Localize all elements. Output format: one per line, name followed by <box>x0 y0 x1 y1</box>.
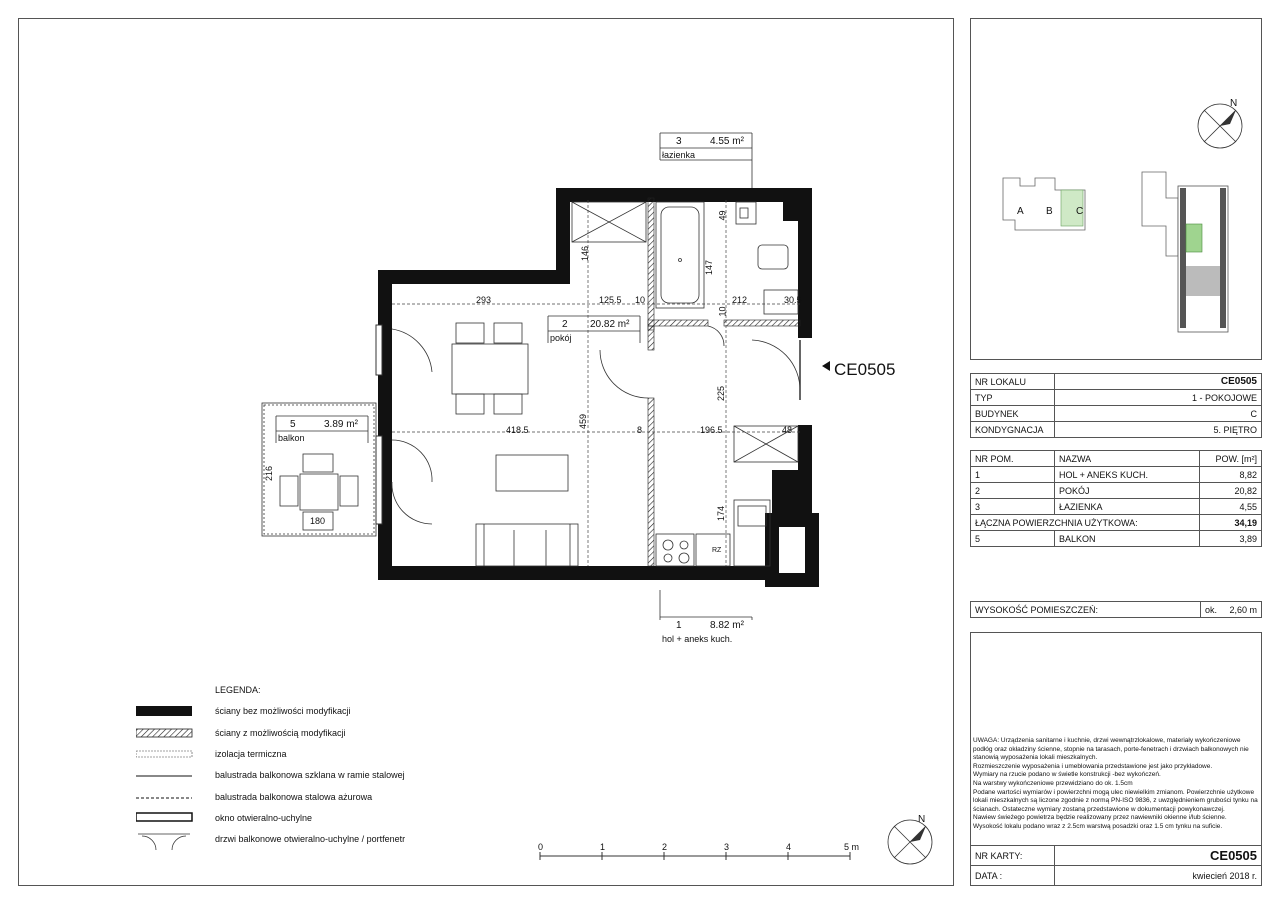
site-plan <box>995 168 1095 238</box>
legend-symbols <box>136 702 196 862</box>
scale-tick: 0 <box>538 842 544 852</box>
date-value: kwiecień 2018 r. <box>1055 866 1262 886</box>
room-name: POKÓJ <box>1055 483 1200 499</box>
room-3-no: 3 <box>676 136 682 147</box>
card-value: CE0505 <box>1055 846 1262 866</box>
info-label: TYP <box>971 390 1055 406</box>
dim-label: 459 <box>578 413 589 430</box>
dim-label: 212 <box>732 295 748 305</box>
site-building-b: B <box>1046 206 1053 217</box>
room-5-no: 5 <box>290 419 296 430</box>
room-name: ŁAZIENKA <box>1055 499 1200 515</box>
north-arrow-bottom <box>880 812 940 872</box>
scale-tick: 5 m <box>844 842 860 852</box>
doors <box>392 326 800 524</box>
height-value: 2,60 m <box>1223 602 1262 618</box>
card-table <box>970 845 1262 886</box>
shower <box>572 202 646 242</box>
note-line: Rozmieszczenie wyposażenia i umeblowania przedstawione jest jako przykładowe. <box>973 762 1213 770</box>
entrance-arrow <box>822 361 830 371</box>
note-line: Wymiary na rzucie podano w świetle konstrukcji -bez wykończeń. <box>973 771 1161 779</box>
info-value: 1 - POKOJOWE <box>1055 390 1262 406</box>
dim-label: 146 <box>580 245 591 262</box>
room-no: 1 <box>971 467 1055 483</box>
legend-title: LEGENDA: <box>215 685 261 695</box>
legend-item: ściany z możliwością modyfikacji <box>215 728 346 738</box>
legend-item: ściany bez możliwości modyfikacji <box>215 706 351 716</box>
total-label: ŁĄCZNA POWIERZCHNIA UŻYTKOWA: <box>971 515 1200 531</box>
info-value: 5. PIĘTRO <box>1055 422 1262 438</box>
legend-item: okno otwieralno-uchylne <box>215 813 313 823</box>
room-3-name: łazienka <box>662 150 696 160</box>
legend-item: izolacja termiczna <box>215 749 287 759</box>
note-line: Nawiew świeżego powietrza będzie realizowany przez nawiewniki okienne i/lub ścienne. <box>973 814 1227 822</box>
scale-tick: 1 <box>600 842 606 852</box>
info-value: CE0505 <box>1055 374 1262 390</box>
room-5-area: 3.89 m² <box>324 419 358 430</box>
apartment-code-plan: CE0505 <box>834 360 896 379</box>
room-5-name: balkon <box>278 433 305 443</box>
room-name: HOL + ANEKS KUCH. <box>1055 467 1200 483</box>
rooms-header: POW. [m²] <box>1200 451 1262 467</box>
dim-label: 10 <box>717 306 728 317</box>
height-label: WYSOKOŚĆ POMIESZCZEŃ: <box>971 602 1201 618</box>
living-set <box>476 455 578 566</box>
dim-label: 49 <box>717 210 728 221</box>
floor-key-plan <box>1138 166 1238 336</box>
dim-label: 180 <box>310 516 326 526</box>
north-label-bottom: N <box>918 814 926 825</box>
dim-label: 147 <box>704 259 715 276</box>
room-2-name: pokój <box>550 333 572 343</box>
dim-label: 174 <box>716 505 727 522</box>
site-building-c: C <box>1076 206 1084 217</box>
bathtub <box>656 202 704 308</box>
scale-tick: 2 <box>662 842 668 852</box>
room-name: BALKON <box>1055 531 1200 547</box>
room-1-area: 8.82 m² <box>710 620 744 631</box>
dim-label: 293 <box>476 295 492 305</box>
dim-label: 216 <box>264 465 275 482</box>
rooms-header: NAZWA <box>1055 451 1200 467</box>
dim-label: 30.5 <box>784 295 802 305</box>
room-1-no: 1 <box>676 620 682 631</box>
scale-bar <box>536 850 866 870</box>
note-line: Wysokość lokalu podano wraz z 2.5cm warstwą posadzki oraz 1.5 cm tynku na suficie. <box>973 822 1223 830</box>
total-value: 34,19 <box>1200 515 1262 531</box>
info-label: NR LOKALU <box>971 374 1055 390</box>
dining-set <box>452 323 528 414</box>
info-label: KONDYGNACJA <box>971 422 1055 438</box>
fridge-label: RZ <box>712 547 722 554</box>
rooms-header: NR POM. <box>971 451 1055 467</box>
info-label: BUDYNEK <box>971 406 1055 422</box>
room-area: 3,89 <box>1200 531 1262 547</box>
dim-label: 225 <box>716 385 727 402</box>
dim-label: 196.5 <box>700 425 723 435</box>
height-table <box>970 601 1262 618</box>
room-2-no: 2 <box>562 319 568 330</box>
room-area: 8,82 <box>1200 467 1262 483</box>
outer-walls <box>378 188 812 580</box>
north-arrow-top <box>1190 96 1250 156</box>
dim-label: 8 <box>637 425 643 435</box>
scale-tick: 3 <box>724 842 730 852</box>
scale-tick: 4 <box>786 842 792 852</box>
room-no: 5 <box>971 531 1055 547</box>
notes <box>973 737 1258 832</box>
room-2-area: 20.82 m² <box>590 319 630 330</box>
north-label-top: N <box>1230 98 1238 109</box>
room-area: 20,82 <box>1200 483 1262 499</box>
dim-label: 418.5 <box>506 425 529 435</box>
site-building-a: A <box>1017 206 1024 217</box>
note-line: Na warstwy wykończeniowe przewidziano do ok. 1.5cm <box>973 779 1133 787</box>
room-no: 3 <box>971 499 1055 515</box>
info-table <box>970 373 1262 438</box>
legend-item: balustrada balkonowa stalowa ażurowa <box>215 792 373 802</box>
dim-label: 10 <box>635 295 646 305</box>
height-prefix: ok. <box>1201 602 1223 618</box>
info-value: C <box>1055 406 1262 422</box>
room-1-name: hol + aneks kuch. <box>662 634 733 644</box>
dim-label: 48 <box>782 425 793 435</box>
legend-item: drzwi balkonowe otwieralno-uchylne / portfenetr <box>215 834 406 844</box>
room-area: 4,55 <box>1200 499 1262 515</box>
room-no: 2 <box>971 483 1055 499</box>
date-label: DATA : <box>971 866 1055 886</box>
legend-item: balustrada balkonowa szklana w ramie stalowej <box>215 770 405 780</box>
dim-label: 125.5 <box>599 295 622 305</box>
rooms-table <box>970 450 1262 547</box>
note-line: Podane wartości wymiarów i powierzchni mogą ulec niewielkim zmianom. Powierzchnie użytkowe lokali mieszkalnych są liczone zgodnie z normą PN-ISO 9836, z uwzględnieniem grubości tynku na ścianach. Ostateczne wymiary zostaną przedstawione w dokumentacji powykonawczej. <box>973 788 1258 813</box>
note-line: UWAGA: Urządzenia sanitarne i kuchnie, drzwi wewnątrzlokalowe, materiały wykończeniowe podłóg oraz okładziny ścienne, stopnie na tarasach, porte-fenetrach i drzwiach balkonowych nie stanowią wyposażenia lokali mieszkalnych. <box>973 737 1249 762</box>
room-3-area: 4.55 m² <box>710 136 744 147</box>
card-label: NR KARTY: <box>971 846 1055 866</box>
